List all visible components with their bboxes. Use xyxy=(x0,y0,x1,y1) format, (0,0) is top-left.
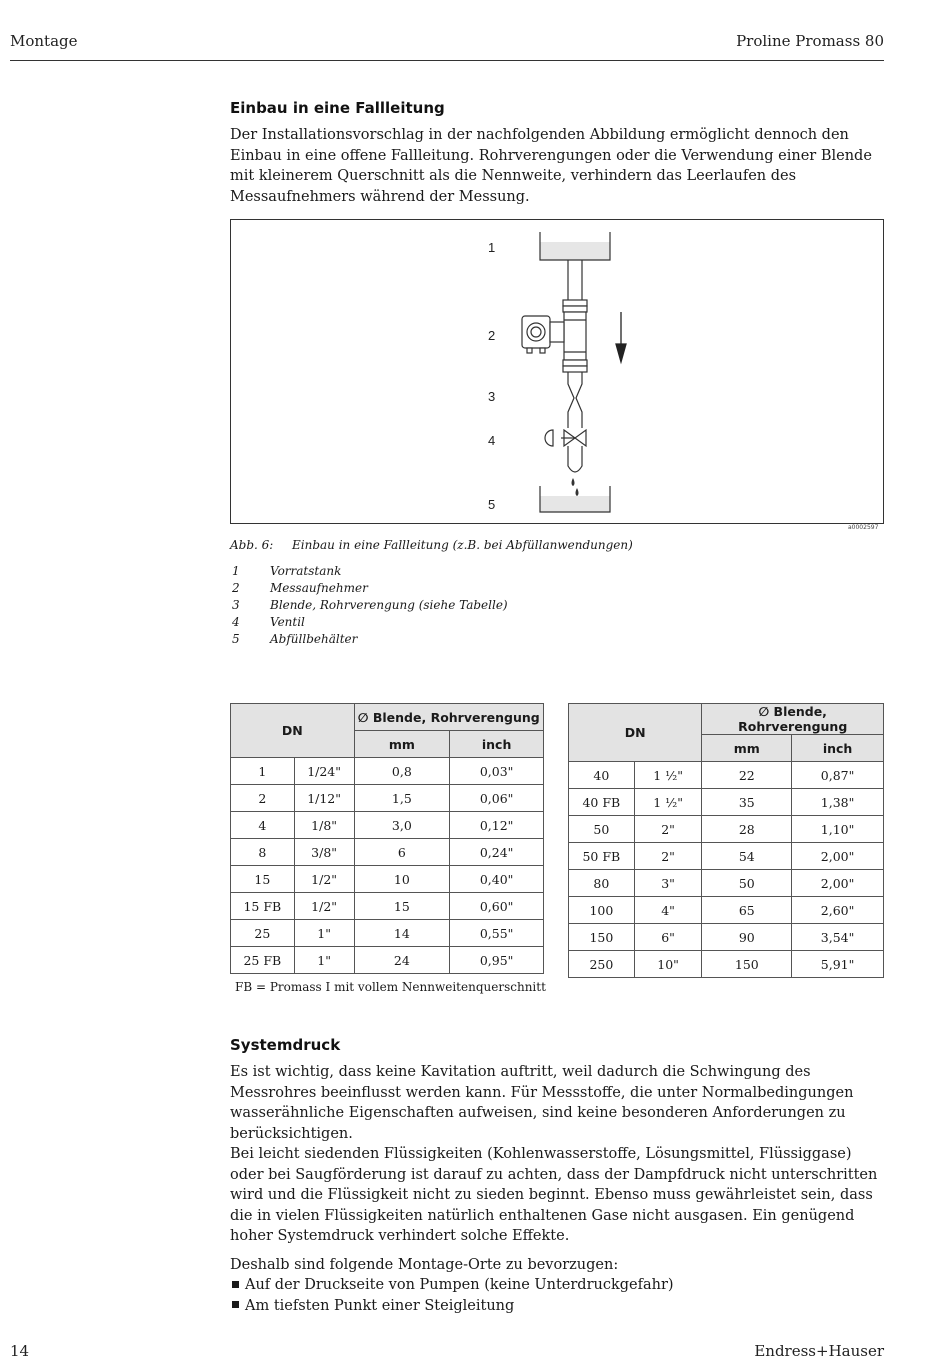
table-row xyxy=(569,762,884,789)
table-row xyxy=(231,893,544,920)
table-cell: 65 xyxy=(702,897,792,924)
table-cell: 1" xyxy=(294,947,354,974)
table-row xyxy=(231,947,544,974)
table-row xyxy=(231,839,544,866)
transmitter-housing xyxy=(522,316,564,353)
diagram-label-4: 4 xyxy=(488,433,496,448)
table-cell: 1/8" xyxy=(294,812,354,839)
header-rule xyxy=(10,60,884,61)
footer-brand: Endress+Hauser xyxy=(754,1342,884,1360)
table-cell: 0,06" xyxy=(450,785,544,812)
table-cell: 250 xyxy=(569,951,635,978)
table-cell: 0,12" xyxy=(450,812,544,839)
table-cell: 1" xyxy=(294,920,354,947)
table-cell: 150 xyxy=(702,951,792,978)
table-cell: 1,38" xyxy=(792,789,884,816)
diagram-label-3: 3 xyxy=(488,389,496,404)
col-header-mm: mm xyxy=(702,735,792,762)
legend-item: 4 Ventil xyxy=(232,615,305,629)
legend-item: 1 Vorratstank xyxy=(232,564,342,578)
table-row xyxy=(569,870,884,897)
bullet-item: Auf der Druckseite von Pumpen (keine Unterdruckgefahr) xyxy=(230,1275,885,1296)
bullet-item: Am tiefsten Punkt einer Steigleitung xyxy=(230,1296,885,1317)
table-cell: 100 xyxy=(569,897,635,924)
table-row xyxy=(569,816,884,843)
page-header-section: Montage xyxy=(10,32,78,50)
table-cell: 4 xyxy=(231,812,295,839)
table-cell: 0,40" xyxy=(450,866,544,893)
table-cell: 10 xyxy=(354,866,450,893)
table-cell: 1,5 xyxy=(354,785,450,812)
table-cell: 3" xyxy=(634,870,702,897)
table-cell: 1/2" xyxy=(294,866,354,893)
orifice-table-right xyxy=(568,703,884,978)
diagram-label-5: 5 xyxy=(488,497,496,512)
table-cell: 150 xyxy=(569,924,635,951)
section-title-fallleitung: Einbau in eine Fallleitung xyxy=(230,99,445,117)
table-cell: 54 xyxy=(702,843,792,870)
table-cell: 25 FB xyxy=(231,947,295,974)
orifice-table-left xyxy=(230,703,544,974)
table-cell: 1/12" xyxy=(294,785,354,812)
table-row xyxy=(231,866,544,893)
diagram-label-1: 1 xyxy=(488,240,496,255)
col-header-mm: mm xyxy=(354,731,450,758)
table-row xyxy=(569,843,884,870)
col-header-group: ∅ Blende, Rohrverengung xyxy=(702,704,884,735)
section-systemdruck xyxy=(230,1036,885,1316)
bullet-square-icon xyxy=(232,1301,239,1308)
table-cell: 2 xyxy=(231,785,295,812)
table-cell: 3,0 xyxy=(354,812,450,839)
paragraph-systemdruck-1: Es ist wichtig, dass keine Kavitation auftritt, weil dadurch die Schwingung des Messrohres beeinflusst werden kann. Für Messstoffe, die unter Normalbedingungen wasserähnliche Eigenschaften aufweisen, sind keine besonderen Anforderungen zu berücksichtigen. xyxy=(230,1064,854,1142)
table-cell: 0,60" xyxy=(450,893,544,920)
table-cell: 2" xyxy=(634,816,702,843)
section-fallleitung xyxy=(230,99,885,207)
table-cell: 1 ½" xyxy=(634,762,702,789)
col-header-inch: inch xyxy=(792,735,884,762)
table-row xyxy=(569,897,884,924)
table-cell: 2" xyxy=(634,843,702,870)
legend-item: 2 Messaufnehmer xyxy=(232,581,368,595)
legend-item: 3 Blende, Rohrverengung (siehe Tabelle) xyxy=(232,598,508,612)
paragraph-fallleitung: Der Installationsvorschlag in der nachfolgenden Abbildung ermöglicht dennoch den Einbau in eine offene Fallleitung. Rohrverengungen oder die Verwendung einer Blende mit kleinerem Querschnitt als die Nennweite, verhindern das Leerlaufen des Messaufnehmers während der Messung. xyxy=(230,127,872,205)
table-cell: 50 xyxy=(702,870,792,897)
table-cell: 15 FB xyxy=(231,893,295,920)
table-cell: 24 xyxy=(354,947,450,974)
table-cell: 5,91" xyxy=(792,951,884,978)
installation-diagram xyxy=(231,220,883,523)
pipe xyxy=(545,260,587,472)
table-cell: 3/8" xyxy=(294,839,354,866)
table-cell: 40 xyxy=(569,762,635,789)
table-row xyxy=(569,924,884,951)
col-header-dn: DN xyxy=(231,704,355,758)
page-number: 14 xyxy=(10,1342,30,1360)
table-cell: 0,03" xyxy=(450,758,544,785)
diagram-label-2: 2 xyxy=(488,328,496,343)
table-cell: 1 ½" xyxy=(634,789,702,816)
table-cell: 14 xyxy=(354,920,450,947)
supply-tank xyxy=(540,232,610,260)
table-row xyxy=(231,812,544,839)
col-header-inch: inch xyxy=(450,731,544,758)
table-cell: 80 xyxy=(569,870,635,897)
table-cell: 0,55" xyxy=(450,920,544,947)
table-row xyxy=(231,920,544,947)
bullet-square-icon xyxy=(232,1281,239,1288)
table-row xyxy=(231,758,544,785)
table-cell: 15 xyxy=(354,893,450,920)
table-cell: 90 xyxy=(702,924,792,951)
filling-container xyxy=(540,486,610,512)
table-cell: 1 xyxy=(231,758,295,785)
table-cell: 1,10" xyxy=(792,816,884,843)
table-cell: 4" xyxy=(634,897,702,924)
table-cell: 50 xyxy=(569,816,635,843)
col-header-group: ∅ Blende, Rohrverengung xyxy=(354,704,543,731)
table-cell: 35 xyxy=(702,789,792,816)
figure-caption-label: Abb. 6: xyxy=(230,538,274,552)
paragraph-systemdruck-2: Bei leicht siedenden Flüssigkeiten (Kohlenwasserstoffe, Lösungsmittel, Flüssiggase) oder bei Saugförderung ist darauf zu achten, dass der Dampfdruck nicht unterschritten wird und die Flüssigkeit nicht zu sieden beginnt. Ebenso muss gewährleistet sein, dass die in vielen Flüssigkeiten natürlich enthaltenen Gase nicht ausgasen. Ein genügend hoher Systemdruck verhindert solche Effekte. xyxy=(230,1146,878,1244)
table-cell: 1/24" xyxy=(294,758,354,785)
legend-item: 5 Abfüllbehälter xyxy=(232,632,358,646)
figure-id: a0002597 xyxy=(848,524,879,531)
table-cell: 28 xyxy=(702,816,792,843)
table-cell: 0,8 xyxy=(354,758,450,785)
figure-caption-text: Einbau in eine Fallleitung (z.B. bei Abfüllanwendungen) xyxy=(292,538,633,552)
table-cell: 15 xyxy=(231,866,295,893)
table-note: FB = Promass I mit vollem Nennweitenquerschnitt xyxy=(235,980,546,994)
table-cell: 2,60" xyxy=(792,897,884,924)
drops xyxy=(572,478,579,496)
col-header-dn: DN xyxy=(569,704,702,762)
table-row xyxy=(569,951,884,978)
table-cell: 40 FB xyxy=(569,789,635,816)
figure-caption xyxy=(230,538,633,552)
table-cell: 0,95" xyxy=(450,947,544,974)
table-cell: 50 FB xyxy=(569,843,635,870)
table-cell: 0,24" xyxy=(450,839,544,866)
table-cell: 2,00" xyxy=(792,843,884,870)
table-cell: 1/2" xyxy=(294,893,354,920)
table-row xyxy=(569,789,884,816)
table-cell: 3,54" xyxy=(792,924,884,951)
figure-legend xyxy=(230,563,508,648)
table-cell: 6" xyxy=(634,924,702,951)
flow-direction-arrow-icon xyxy=(616,312,626,362)
section-title-systemdruck: Systemdruck xyxy=(230,1036,341,1054)
table-cell: 2,00" xyxy=(792,870,884,897)
paragraph-systemdruck-intro: Deshalb sind folgende Montage-Orte zu bevorzugen: xyxy=(230,1256,619,1273)
table-row xyxy=(231,785,544,812)
page-header-product: Proline Promass 80 xyxy=(736,32,884,50)
table-cell: 0,87" xyxy=(792,762,884,789)
table-cell: 6 xyxy=(354,839,450,866)
table-cell: 8 xyxy=(231,839,295,866)
table-cell: 25 xyxy=(231,920,295,947)
figure-installation-diagram xyxy=(230,219,884,524)
table-cell: 22 xyxy=(702,762,792,789)
table-cell: 10" xyxy=(634,951,702,978)
